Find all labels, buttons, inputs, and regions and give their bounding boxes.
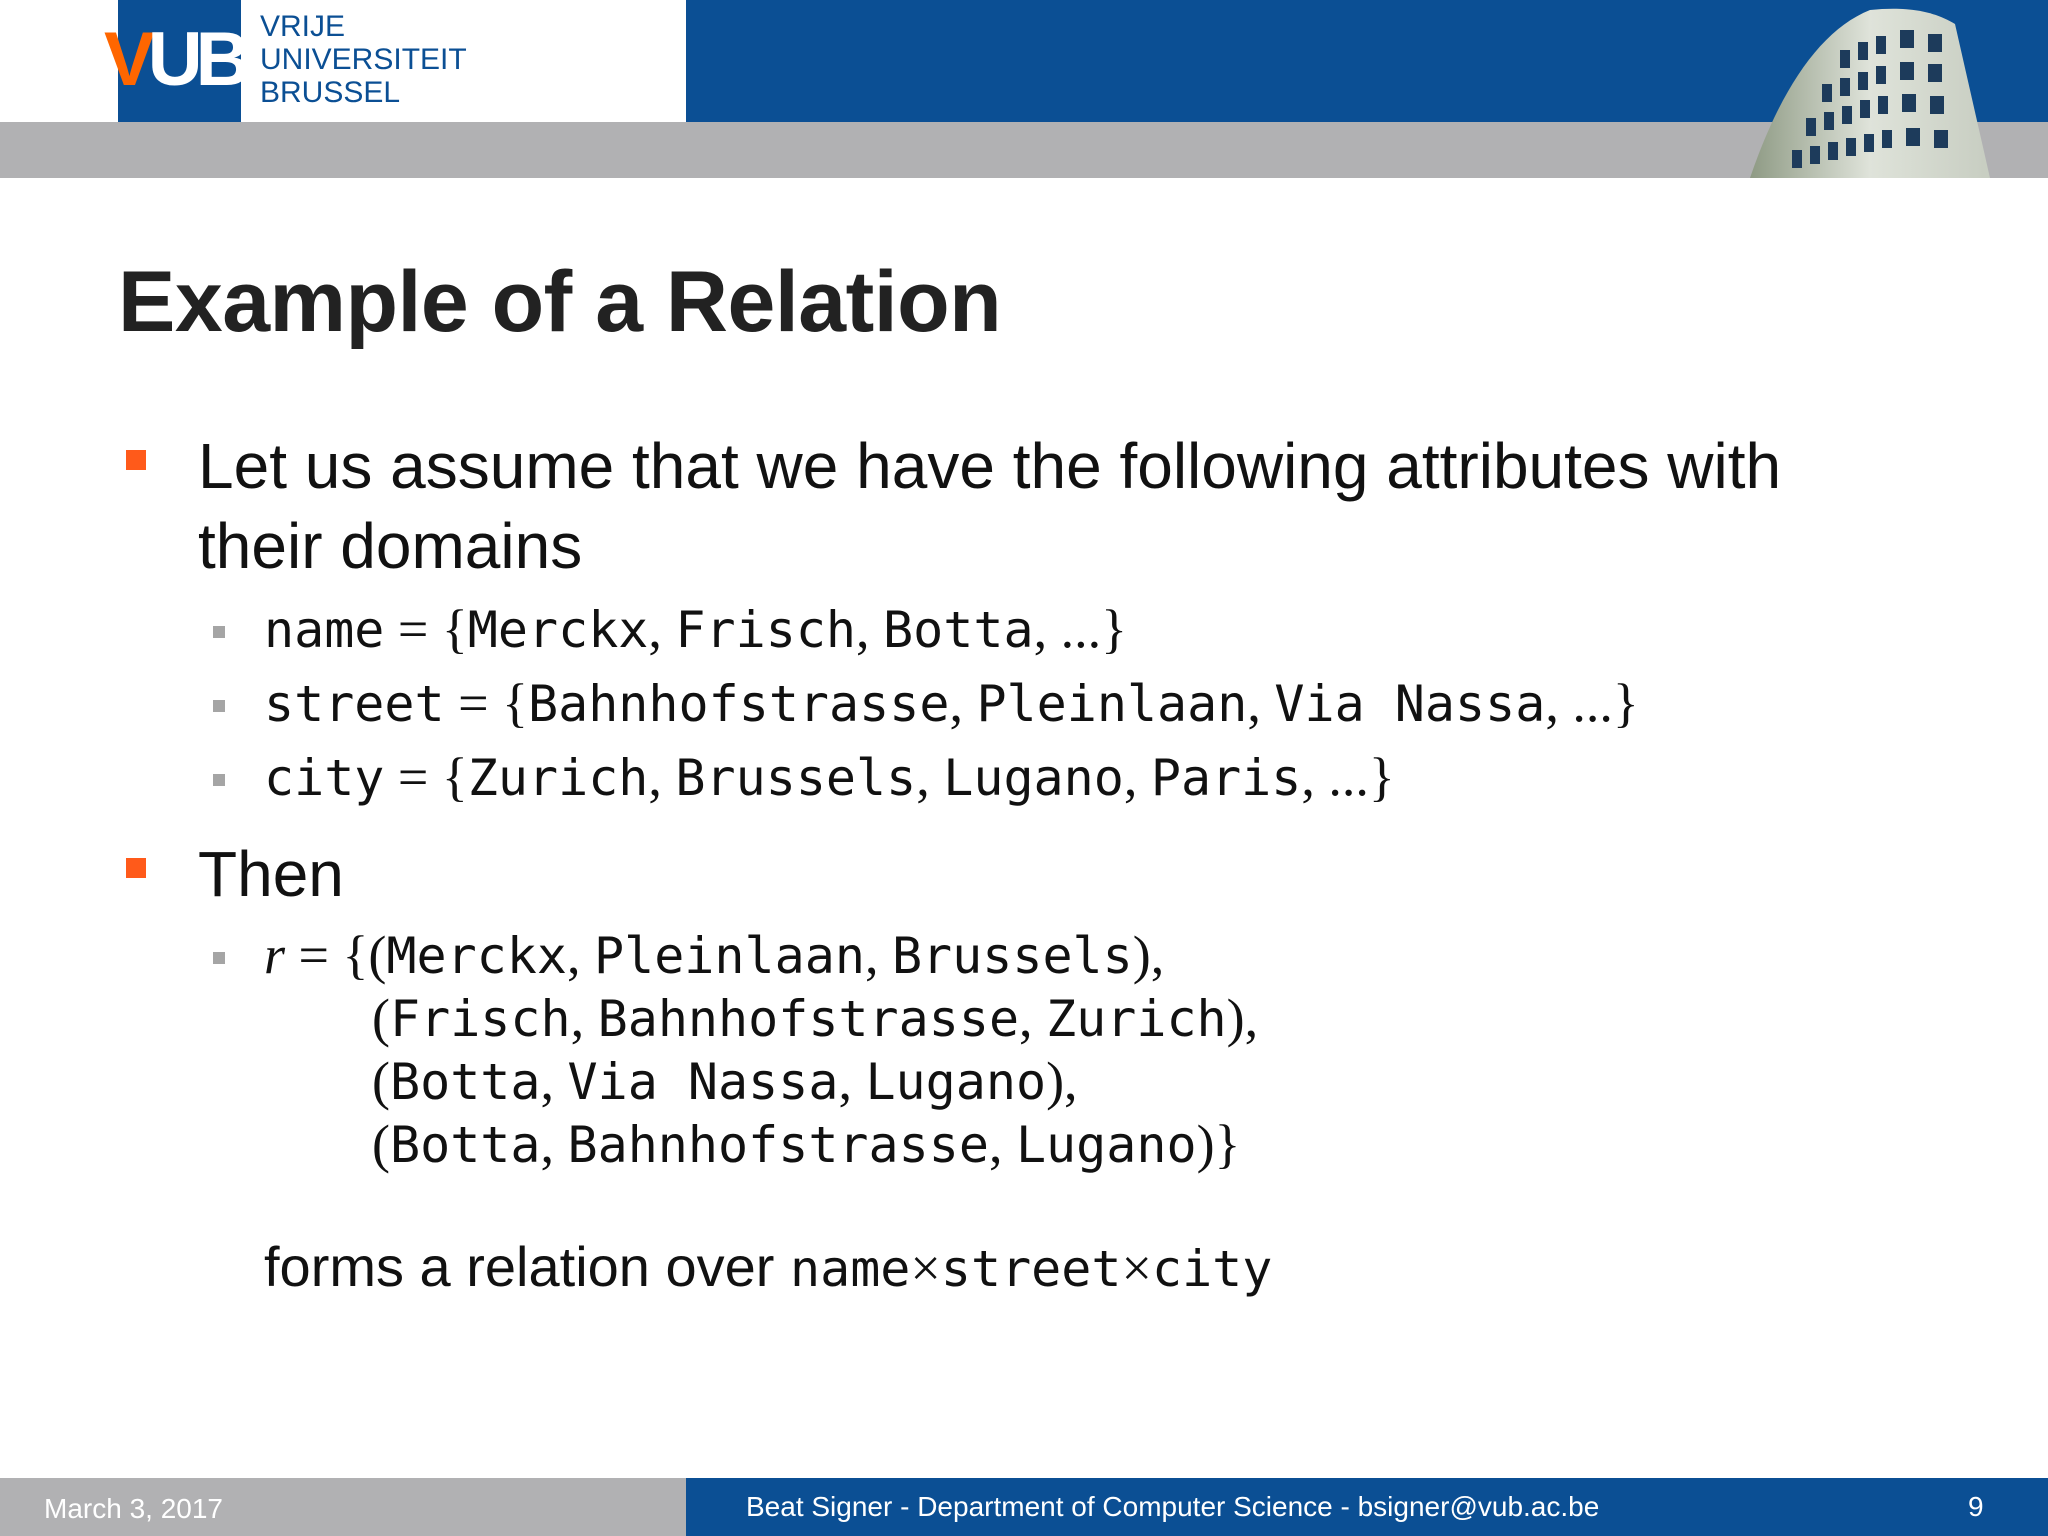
value: Brussels: [675, 749, 917, 807]
tuple-value: Lugano: [1015, 1116, 1197, 1174]
attribute: street: [264, 675, 445, 733]
value: Frisch: [675, 601, 857, 659]
tuple-value: Bahnhofstrasse: [567, 1116, 989, 1174]
relation-line: (Frisch, Bahnhofstrasse, Zurich),: [372, 988, 1259, 1048]
tuple-value: Lugano: [865, 1053, 1047, 1111]
domain-city: city = {Zurich, Brussels, Lugano, Paris, ...}: [264, 747, 1395, 807]
value: Merckx: [467, 601, 649, 659]
bullet-marker: [126, 450, 146, 470]
value: Via Nassa: [1274, 675, 1546, 733]
tuple-value: Pleinlaan: [594, 927, 865, 985]
value: Zurich: [467, 749, 649, 807]
conclusion: forms a relation over name×street×city: [264, 1235, 1273, 1298]
tuple-value: Botta: [389, 1116, 541, 1174]
attribute: name: [264, 601, 385, 659]
relation-line: (Botta, Bahnhofstrasse, Lugano)}: [372, 1114, 1241, 1174]
tuple-value: Botta: [389, 1053, 541, 1111]
slide-title: Example of a Relation: [118, 254, 1002, 350]
sub-bullet-marker: [213, 626, 225, 638]
university-line: VRIJE: [260, 10, 346, 43]
value: Bahnhofstrasse: [528, 675, 950, 733]
conclusion-text: forms a relation over: [264, 1235, 790, 1298]
sub-bullet-marker: [213, 700, 225, 712]
university-line: BRUSSEL: [260, 76, 401, 109]
value: Pleinlaan: [976, 675, 1248, 733]
university-name: [260, 10, 467, 109]
tuple-value: Bahnhofstrasse: [597, 990, 1020, 1048]
building-photo: [1740, 0, 2000, 178]
tuple-value: Zurich: [1046, 990, 1227, 1048]
sub-bullet-marker: [213, 952, 225, 964]
bullet-text: their domains: [198, 510, 583, 582]
value: Paris: [1150, 749, 1302, 807]
bullet-text: Then: [198, 838, 344, 910]
relation-var: r: [264, 925, 286, 985]
relation-line: (Botta, Via Nassa, Lugano),: [372, 1051, 1078, 1111]
relation-line: r = {(Merckx, Pleinlaan, Brussels),: [264, 925, 1165, 985]
sub-bullet-marker: [213, 774, 225, 786]
value: Botta: [883, 601, 1034, 659]
domain-name: name = {Merckx, Frisch, Botta, ...}: [264, 599, 1127, 659]
value: Lugano: [943, 749, 1124, 807]
footer-author: Beat Signer - Department of Computer Science - bsigner@vub.ac.be: [746, 1491, 1600, 1522]
page-number: 9: [1968, 1491, 1984, 1522]
bullet-marker: [126, 858, 146, 878]
attribute: city: [264, 749, 385, 807]
footer-date: March 3, 2017: [44, 1493, 223, 1524]
tuple-value: Brussels: [891, 927, 1133, 985]
domain-street: street = {Bahnhofstrasse, Pleinlaan, Via Nassa, ...}: [264, 673, 1639, 733]
vub-logo: VUB: [104, 17, 244, 102]
tuple-value: Merckx: [386, 927, 567, 985]
tuple-value: Via Nassa: [567, 1053, 839, 1111]
tuple-value: Frisch: [389, 990, 571, 1048]
bullet-text: Let us assume that we have the following attributes with: [198, 430, 1782, 502]
university-line: UNIVERSITEIT: [260, 43, 467, 76]
